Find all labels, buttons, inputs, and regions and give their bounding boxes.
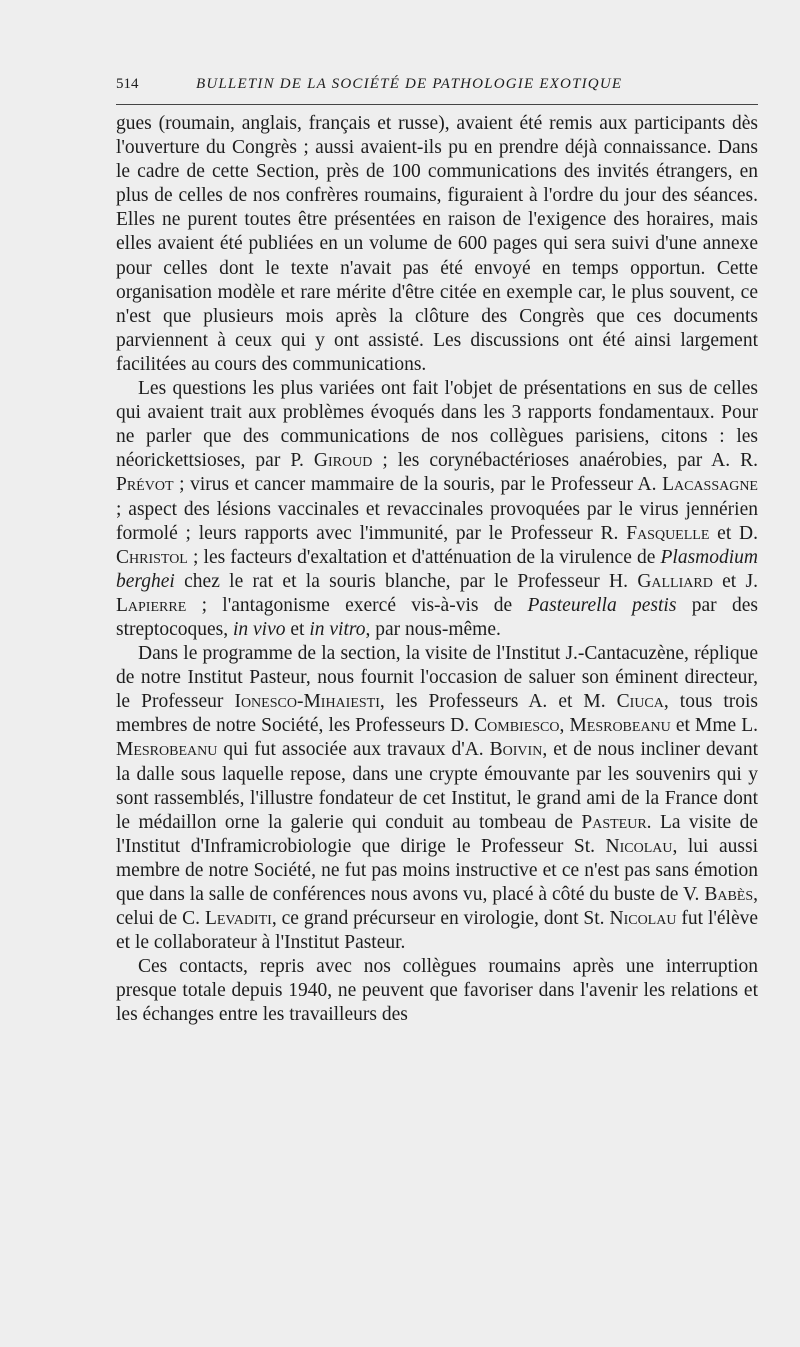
author-name: Fasquelle <box>626 522 710 544</box>
page-number: 514 <box>116 76 139 92</box>
paragraph-1: gues (roumain, anglais, français et russe), avaient été remis aux participants dès l'ouverture du Congrès ; aussi avaient-ils pu en prendre déjà connaissance. Dans le cadre de cette Section, près de 100 communications des invités étrangers, en plus de celles de nos confrères roumains, figuraient à l'ordre du jour des séances. Elles ne purent toutes être présentées en raison de l'exigence des horaires, mais elles avaient été publiées en un volume de 600 pages qui sera suivi d'une annexe pour celles dont le texte n'avait pas été envoyé en temps opportun. Cette organisation modèle et rare mérite d'être citée en exemple car, le plus souvent, ce n'est que plusieurs mois après la clôture des Congrès que ces documents parviennent à ceux qui y ont assisté. Les discussions ont été ainsi largement facilitées au cours des communications. <box>116 113 758 375</box>
text-run: fut l'élève et le collaborateur à l'Institut Pasteur. <box>116 908 759 954</box>
author-name: Giroud <box>313 450 373 472</box>
text-run: ; les corynébactérioses anaérobies, par A. R. <box>372 450 758 472</box>
text-run: , et de nous incliner devant la dalle sous laquelle repose, dans une crypte émouvante par les souvenirs qui y sont rassemblés, l'illustre fondateur de cet Institut, le grand ami de la France dont le médaillon orne la galerie qui conduit au tombeau de <box>116 739 758 833</box>
species-name: Plasmodium berghei <box>116 546 758 592</box>
paragraph-3 <box>116 642 758 955</box>
author-name: Lacassagne <box>662 474 758 496</box>
text-run: et Mme L. <box>670 715 758 737</box>
text-run: ; virus et cancer mammaire de la souris, par le Professeur A. <box>173 474 663 496</box>
person-name: Nicolau <box>609 908 677 930</box>
text-run: et <box>285 618 310 640</box>
body-text <box>116 112 758 1028</box>
text-run: qui fut associée aux travaux d'A. <box>217 739 490 761</box>
text-run: par des streptocoques, <box>116 594 758 640</box>
author-name: Galliard <box>637 570 713 592</box>
person-name: Combiesco <box>474 715 560 737</box>
person-name: Mesrobeanu <box>569 715 671 737</box>
person-name: Ionesco-Mihaiesti <box>234 691 380 713</box>
text-run: , tous trois membres de notre Société, les Professeurs D. <box>116 691 758 737</box>
text-run: , <box>559 715 570 737</box>
text-run: ; l'antagonisme exercé vis-à-vis de <box>186 594 528 616</box>
text-run: ; les facteurs d'exaltation et d'atténuation de la virulence de <box>187 546 661 568</box>
running-title: BULLETIN DE LA SOCIÉTÉ DE PATHOLOGIE EXOTIQUE <box>196 76 623 92</box>
text-run: . La visite de l'Institut d'Inframicrobiologie que dirige le Professeur St. <box>116 811 759 857</box>
species-name: Pasteurella pestis <box>527 594 677 616</box>
text-run: , par nous-même. <box>365 618 501 640</box>
person-name: Pasteur <box>581 811 647 833</box>
latin-term: in vitro <box>309 618 366 640</box>
author-name: Prévot <box>116 474 174 496</box>
paragraph-2 <box>116 377 758 642</box>
text-run: , celui de C. <box>116 884 758 930</box>
person-name: Mesrobeanu <box>116 739 218 761</box>
text-run: , lui aussi membre de notre Société, ne fut pas moins instructive et ce n'est pas sans émotion que dans la salle de conférences nous avons vu, placé à côté du buste de V. <box>116 835 758 905</box>
person-name: Nicolau <box>605 835 673 857</box>
person-name: Babès <box>704 884 754 905</box>
person-name: Levaditi <box>204 908 272 930</box>
text-run: , ce grand précurseur en virologie, dont St. <box>271 908 610 930</box>
paragraph-4: Ces contacts, repris avec nos collègues roumains après une interruption presque totale depuis 1940, ne peuvent que favoriser dans l'avenir les relations et les échanges entre les travailleurs des <box>116 956 758 1026</box>
author-name: Christol <box>116 546 188 568</box>
latin-term: in vivo <box>232 618 286 640</box>
text-run: , les Professeurs A. et M. <box>379 691 617 713</box>
header-rule <box>116 104 758 105</box>
text-run: et J. <box>712 570 758 592</box>
text-run: ; aspect des lésions vaccinales et revaccinales provoquées par le virus jennérien formolé ; leurs rapports avec l'immunité, par le Professeur R. <box>116 498 758 544</box>
author-name: Lapierre <box>116 594 187 616</box>
text-run: Les questions les plus variées ont fait l'objet de présentations en sus de celles qui avaient trait aux problèmes évoqués dans les 3 rapports fondamentaux. Pour ne parler que des communications de nos collègues parisiens, citons : les néorickettsioses, par P. <box>116 378 758 472</box>
person-name: Ciuca <box>616 691 664 713</box>
page-header <box>116 74 758 104</box>
text-run: et D. <box>709 522 758 544</box>
text-run: Dans le programme de la section, la visite de l'Institut J.-Cantacuzène, réplique de notre Institut Pasteur, nous fournit l'occasion de saluer son éminent directeur, le Professeur <box>116 643 758 713</box>
text-run: chez le rat et la souris blanche, par le Professeur H. <box>174 570 638 592</box>
person-name: Boivin <box>489 739 543 761</box>
